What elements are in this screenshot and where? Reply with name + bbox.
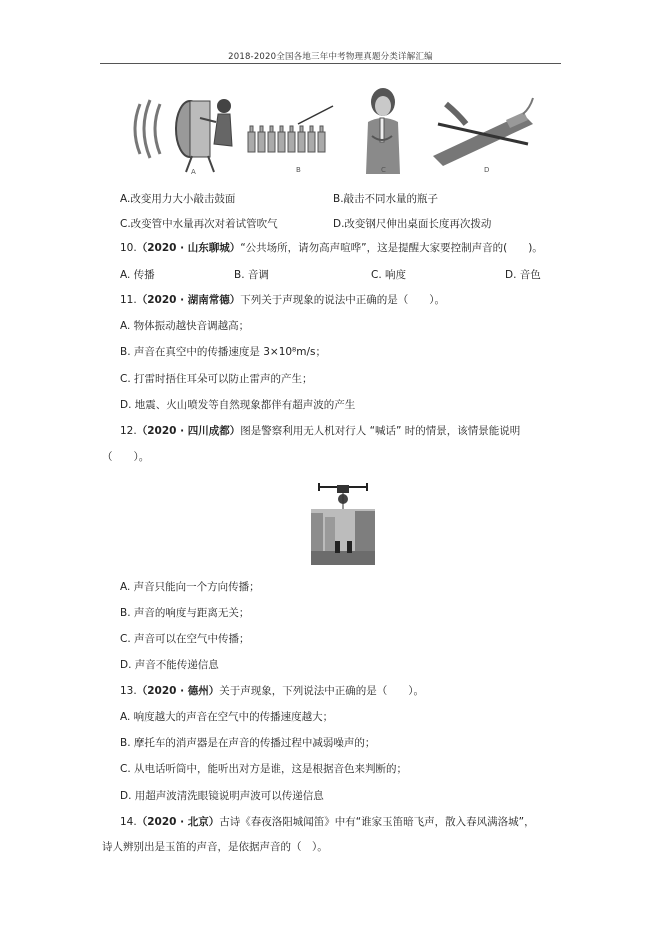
question-13-stem (120, 684, 424, 698)
question-14-stem-continued: 诗人辨别出是玉笛的声音，是依据声音的（ ）。 (102, 841, 328, 853)
q12-option-a: A. 声音只能向一个方向传播； (120, 581, 260, 593)
figure-caption-b: B (296, 166, 301, 174)
q10-option-a: A. 传播 (120, 269, 155, 281)
q13-option-c: C. 从电话听筒中，能听出对方是谁，这是根据音色来判断的； (120, 763, 408, 775)
question-number: 12. (120, 425, 137, 437)
ruler-experiment-image (433, 98, 533, 166)
q12-option-b: B. 声音的响度与距离无关； (120, 607, 250, 619)
question-source: （2020 · 北京） (136, 816, 220, 828)
question-text: 下列关于声现象的说法中正确的是（ ）。 (240, 294, 445, 306)
q10-option-d: D. 音色 (505, 269, 541, 281)
question-12-stem (120, 424, 520, 438)
question-number: 11. (120, 294, 137, 306)
question-source: （2020 · 湖南常德） (136, 294, 241, 306)
question-number: 14. (120, 816, 137, 828)
q9-option-a: A.改变用力大小敲击鼓面 (120, 193, 236, 205)
question-11-stem (120, 293, 445, 307)
page-header: 2018-2020全国各地三年中考物理真题分类详解汇编 (228, 52, 433, 62)
question-source: （2020 · 德州） (136, 685, 220, 697)
q13-option-a: A. 响度越大的声音在空气中的传播速度越大； (120, 711, 334, 723)
q10-option-c: C. 响度 (371, 269, 407, 281)
q11-option-c: C. 打雷时捂住耳朵可以防止雷声的产生； (120, 373, 313, 385)
q13-option-d: D. 用超声波清洗眼镜说明声波可以传递信息 (120, 790, 324, 802)
figure-caption-c: C (381, 166, 386, 174)
sound-experiments-figure (128, 84, 548, 176)
question-text: 关于声现象，下列说法中正确的是（ ）。 (219, 685, 424, 697)
question-number: 13. (120, 685, 137, 697)
q12-option-c: C. 声音可以在空气中传播； (120, 633, 250, 645)
question-text: 古诗《春夜洛阳城闻笛》中有“谁家玉笛暗飞声，散入春风满洛城”， (219, 816, 535, 828)
question-text: “公共场所，请勿高声喧哗”，这是提醒大家要控制声音的( )。 (240, 242, 543, 254)
blowing-tube-experiment-image (366, 88, 400, 174)
header-divider (100, 63, 561, 64)
question-14-stem (120, 815, 535, 829)
bottles-experiment-image (248, 106, 333, 152)
q9-option-d: D.改变钢尺伸出桌面长度再次拨动 (333, 218, 492, 230)
q9-option-c: C.改变管中水量再次对着试管吹气 (120, 218, 278, 230)
drone-photo (311, 473, 375, 565)
q11-option-a: A. 物体振动越快音调越高； (120, 320, 250, 332)
figure-caption-a: A (191, 168, 196, 176)
question-source: （2020 · 四川成都） (136, 425, 241, 437)
q12-option-d: D. 声音不能传递信息 (120, 659, 219, 671)
question-text: 图是警察利用无人机对行人 “喊话” 时的情景，该情景能说明 (240, 425, 521, 437)
question-number: 10. (120, 242, 137, 254)
q13-option-b: B. 摩托车的消声器是在声音的传播过程中减弱噪声的； (120, 737, 376, 749)
drum-experiment-image (135, 99, 232, 172)
q11-option-d: D. 地震、火山喷发等自然现象都伴有超声波的产生 (120, 399, 356, 411)
question-10-stem (120, 241, 543, 255)
q9-option-b: B.敲击不同水量的瓶子 (333, 193, 439, 205)
q10-option-b: B. 音调 (234, 269, 269, 281)
question-source: （2020 · 山东聊城） (136, 242, 241, 254)
q11-option-b: B. 声音在真空中的传播速度是 3×10⁸m/s； (120, 346, 327, 358)
question-12-stem-continued: （ ）。 (102, 451, 150, 463)
figure-caption-d: D (484, 166, 490, 174)
